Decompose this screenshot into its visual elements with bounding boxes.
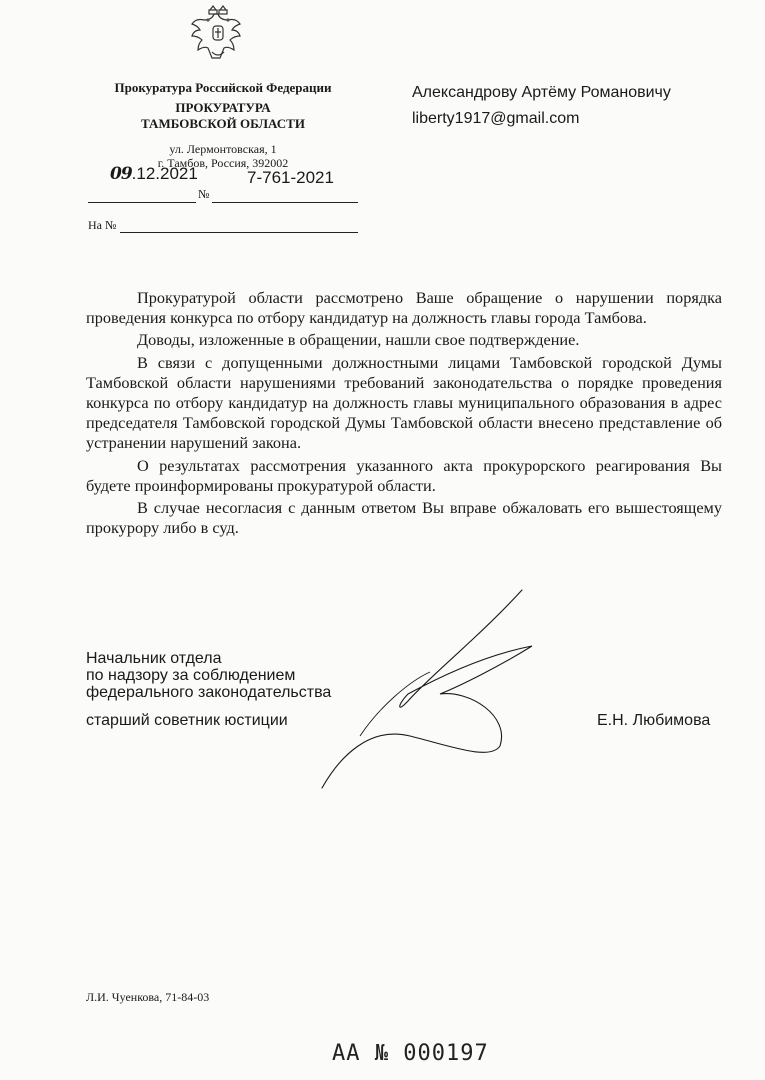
body-paragraph: О результатах рассмотрения указанного акта прокурорского реагирования Вы будете проинформированы прокуратурой области.	[86, 455, 722, 495]
coat-of-arms-icon	[190, 4, 246, 66]
position-line1: Начальник отдела	[86, 650, 222, 667]
outgoing-date	[110, 164, 198, 184]
outgoing-number: 7-761-2021	[247, 168, 334, 187]
body-paragraph: В случае несогласия с данным ответом Вы вправе обжаловать его вышестоящему прокурору либо в суд.	[86, 498, 722, 538]
address-line1: ул. Лермонтовская, 1	[169, 142, 277, 156]
date-handwritten: 09	[110, 164, 132, 184]
recipient-name: Александрову Артёму Романовичу	[412, 84, 671, 101]
number-sign: №	[198, 187, 210, 201]
position-line3: федерального законодательства	[86, 684, 332, 701]
recipient-email: liberty1917@gmail.com	[412, 110, 580, 127]
signer-name: Е.Н. Любимова	[597, 712, 711, 729]
org-federal: Прокуратура Российской Федерации	[114, 80, 332, 95]
signer-position	[86, 650, 331, 701]
body-paragraph: В связи с допущенными должностными лицами Тамбовской городской Думы Тамбовской области нарушениями требований законодательства о порядке проведения конкурса по отбору кандидатур на должность главы муниципального образования в адрес председателя Тамбовской городской Думы Тамбовской области внесено представление об устранении нарушений закона.	[86, 352, 722, 453]
reference-underline	[120, 232, 358, 233]
number-underline	[212, 202, 358, 203]
executor-info: Л.И. Чуенкова, 71-84-03	[86, 990, 210, 1004]
reference-label: На №	[88, 218, 117, 232]
org-name-line2: ТАМБОВСКОЙ ОБЛАСТИ	[141, 116, 305, 131]
letter-body	[86, 288, 722, 540]
body-paragraph: Прокуратурой области рассмотрено Ваше обращение о нарушении порядка проведения конкурса по отбору кандидатур на должность главы города Тамбова.	[86, 288, 722, 328]
date-underline	[88, 202, 196, 203]
body-paragraph: Доводы, изложенные в обращении, нашли свое подтверждение.	[137, 330, 580, 350]
date-printed: .12.2021	[131, 164, 198, 183]
address-line2: г. Тамбов, Россия, 392002	[157, 156, 289, 170]
org-name	[88, 100, 358, 132]
handwritten-signature	[300, 586, 540, 796]
blank-serial-number: АА № 000197	[332, 1041, 489, 1066]
org-name-line1: ПРОКУРАТУРА	[175, 100, 271, 115]
position-line2: по надзору за соблюдением	[86, 667, 296, 684]
signer-rank: старший советник юстиции	[86, 712, 288, 729]
